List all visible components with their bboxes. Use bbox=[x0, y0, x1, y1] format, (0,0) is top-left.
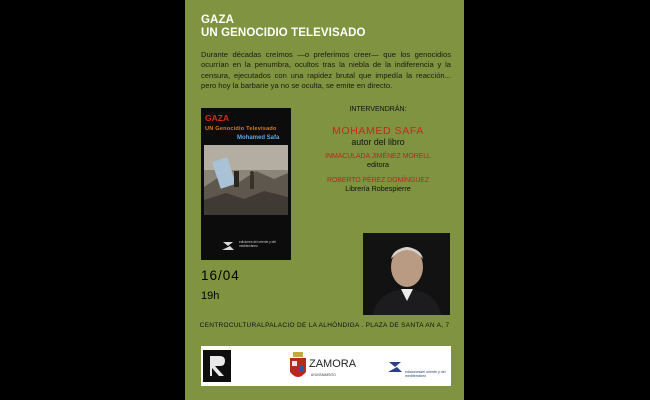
book-cover bbox=[201, 108, 291, 260]
publisher-logo-icon bbox=[221, 240, 235, 252]
speaker-name: INMACULADA JIMÉNEZ MORELL bbox=[325, 153, 431, 160]
cover-author: Mohamed Safa bbox=[237, 135, 280, 141]
poster-title: GAZA UN GENOCIDIO TELEVISADO bbox=[201, 14, 366, 39]
cover-subtitle: UN Genocidio Televisado bbox=[205, 126, 277, 132]
zamora-logo-text: ZAMORA bbox=[309, 358, 357, 370]
publisher-logo-text: edicionesdel oriente y del mediterráneo bbox=[405, 370, 446, 379]
event-poster bbox=[185, 0, 464, 400]
bookshop-logo-icon bbox=[203, 350, 231, 382]
ayuntamiento-text: AYUNTAMIENTO bbox=[311, 373, 336, 377]
speaker-name: ROBERTO PÉREZ DOMÍNGUEZ bbox=[326, 177, 430, 184]
cover-publisher: ediciones del oriente y del mediterráneo bbox=[239, 240, 276, 248]
event-venue: CENTROCULTURALPALACIO DE LA ALHÓNDIGA . PLAZA DE SANTA AN A, 7 bbox=[199, 322, 450, 329]
cover-title: GAZA bbox=[205, 113, 230, 123]
sponsor-logos bbox=[201, 346, 451, 386]
speakers-heading: INTERVENDRÁN: bbox=[349, 106, 407, 113]
publisher-logo-icon bbox=[387, 360, 403, 374]
speaker-role: Librería Robespierre bbox=[345, 184, 411, 193]
intro-text: Durante décadas creímos —o preferimos creer— que los genocidios ocurrían en la penumbra, ocultos tras la niebla de la indiferencia y la censura, ejecutados con una rapidez brutal que impedía la reacción... pero hoy la barbarie ya no se oculta, se emite en directo. bbox=[201, 50, 451, 91]
speaker-name: MOHAMED SAFA bbox=[332, 125, 424, 137]
zamora-shield-icon bbox=[289, 352, 307, 382]
cover-photo bbox=[204, 145, 288, 215]
speaker-role: autor del libro bbox=[351, 137, 405, 147]
speakers bbox=[303, 106, 453, 201]
author-portrait bbox=[363, 233, 450, 315]
event-time: 19h bbox=[201, 290, 220, 302]
event-date: 16/04 bbox=[201, 268, 240, 283]
speaker-role: editora bbox=[367, 160, 389, 169]
